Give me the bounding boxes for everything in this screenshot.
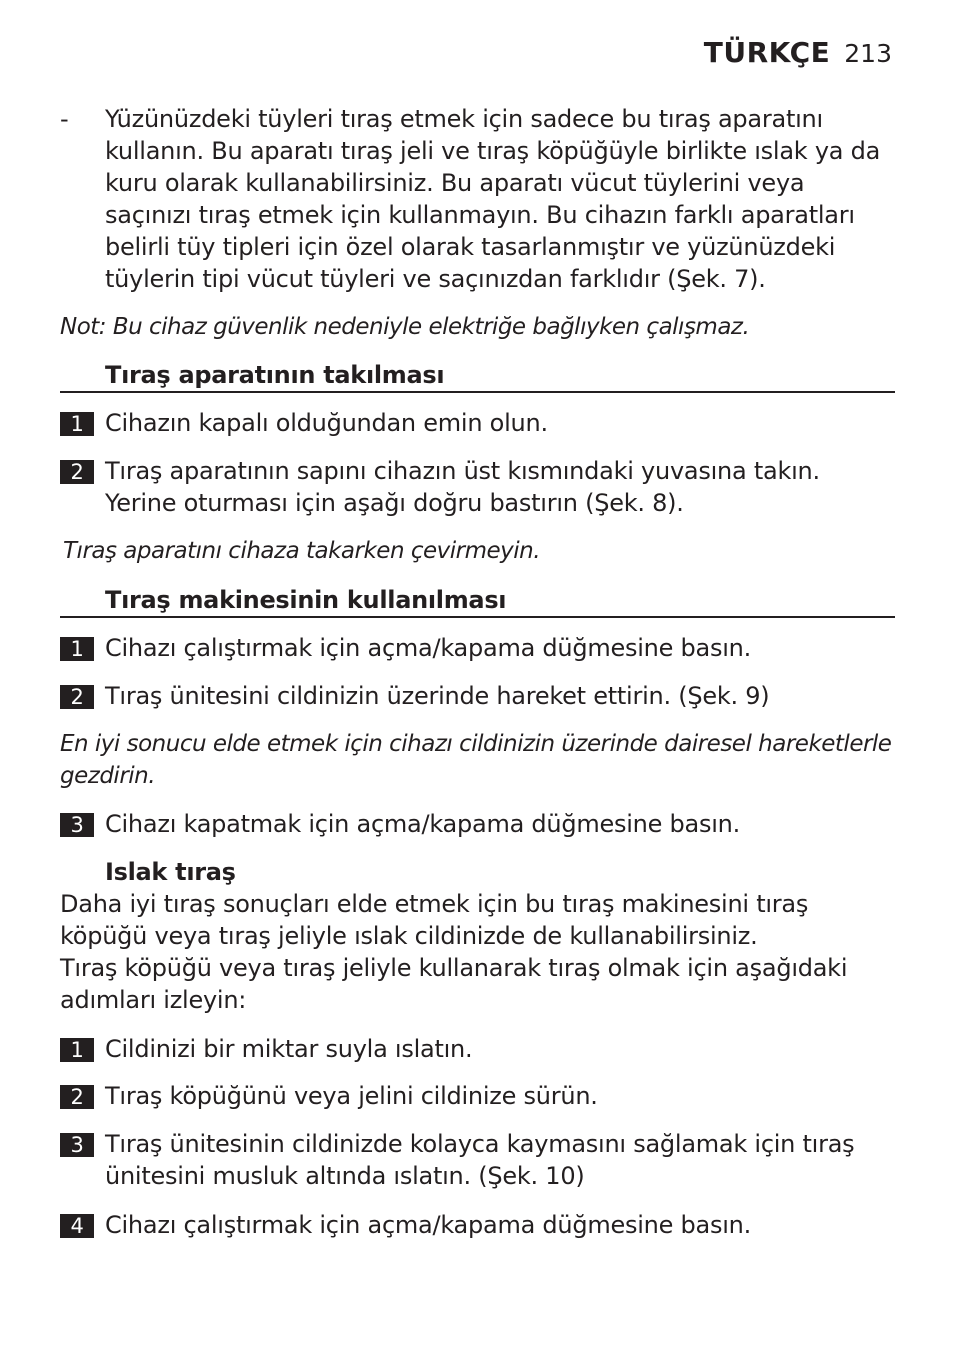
step-text: Tıraş aparatının sapını cihazın üst kısmındaki yuvasına takın. Yerine oturması için aşağı doğru bastırın (Şek. 8). (105, 457, 820, 517)
step-text: Tıraş ünitesinin cildinizde kolayca kaymasını sağlamak için tıraş ünitesini musluk altında ıslatın. (Şek. 10) (105, 1130, 855, 1190)
page-number: 213 (844, 39, 892, 68)
step-number: 3 (60, 1133, 94, 1157)
step-item (60, 455, 894, 519)
step-item (60, 1033, 894, 1065)
step-item (60, 808, 894, 840)
step-number: 3 (60, 813, 94, 837)
step-text: Cildinizi bir miktar suyla ıslatın. (105, 1035, 473, 1063)
step-item (60, 1080, 894, 1112)
bullet-item (60, 103, 894, 295)
wet-shave-intro (60, 888, 894, 1016)
step-number: 2 (60, 685, 94, 709)
section-heading-wet-shave: Islak tıraş (105, 858, 236, 886)
usage-note: En iyi sonucu elde etmek için cihazı cildinizin üzerinde dairesel hareketlerle gezdirin. (60, 731, 892, 789)
step-item (60, 1209, 894, 1241)
safety-note: Not: Bu cihaz güvenlik nedeniyle elektriğe bağlıyken çalışmaz. (60, 314, 750, 340)
step-text: Cihazı çalıştırmak için açma/kapama düğmesine basın. (105, 1211, 751, 1239)
step-number: 2 (60, 460, 94, 484)
step-number: 1 (60, 637, 94, 661)
step-number: 4 (60, 1214, 94, 1238)
step-text: Cihazı kapatmak için açma/kapama düğmesine basın. (105, 810, 740, 838)
step-number: 1 (60, 1038, 94, 1062)
intro-paragraph: Daha iyi tıraş sonuçları elde etmek için bu tıraş makinesini tıraş köpüğü veya tıraş jeliyle ıslak cildinizde de kullanabilirsiniz. (60, 890, 809, 950)
page-header (704, 36, 892, 69)
step-number: 2 (60, 1085, 94, 1109)
section-heading-attach: Tıraş aparatının takılması (60, 359, 895, 393)
step-item (60, 680, 894, 712)
section-heading-usage: Tıraş makinesinin kullanılması (60, 584, 895, 618)
step-text: Cihazı çalıştırmak için açma/kapama düğmesine basın. (105, 634, 751, 662)
bullet-marker: - (60, 105, 69, 133)
language-title: TÜRKÇE (703, 36, 831, 69)
step-text: Tıraş köpüğünü veya jelini cildinize sürün. (105, 1082, 598, 1110)
step-item (60, 632, 894, 664)
step-number: 1 (60, 412, 94, 436)
step-text: Cihazın kapalı olduğundan emin olun. (105, 409, 548, 437)
step-item (60, 1128, 894, 1192)
step-item (60, 407, 894, 439)
step-text: Tıraş ünitesini cildinizin üzerinde hareket ettirin. (Şek. 9) (105, 682, 770, 710)
intro-paragraph: Tıraş köpüğü veya tıraş jeliyle kullanarak tıraş olmak için aşağıdaki adımları izleyin: (60, 954, 848, 1014)
bullet-text: Yüzünüzdeki tüyleri tıraş etmek için sadece bu tıraş aparatını kullanın. Bu aparatı tıraş jeli ve tıraş köpüğüyle birlikte ıslak ya da kuru olarak kullanabilirsiniz. Bu aparatı vücut tüylerini veya saçınızı tıraş etmek için kullanmayın. Bu cihazın farklı aparatları belirli tüy tipleri için özel olarak tasarlanmıştır ve yüzünüzdeki tüylerin tipi vücut tüyleri ve saçınızdan farklıdır (Şek. 7). (105, 105, 881, 293)
attach-note: Tıraş aparatını cihaza takarken çevirmeyin. (63, 538, 541, 564)
